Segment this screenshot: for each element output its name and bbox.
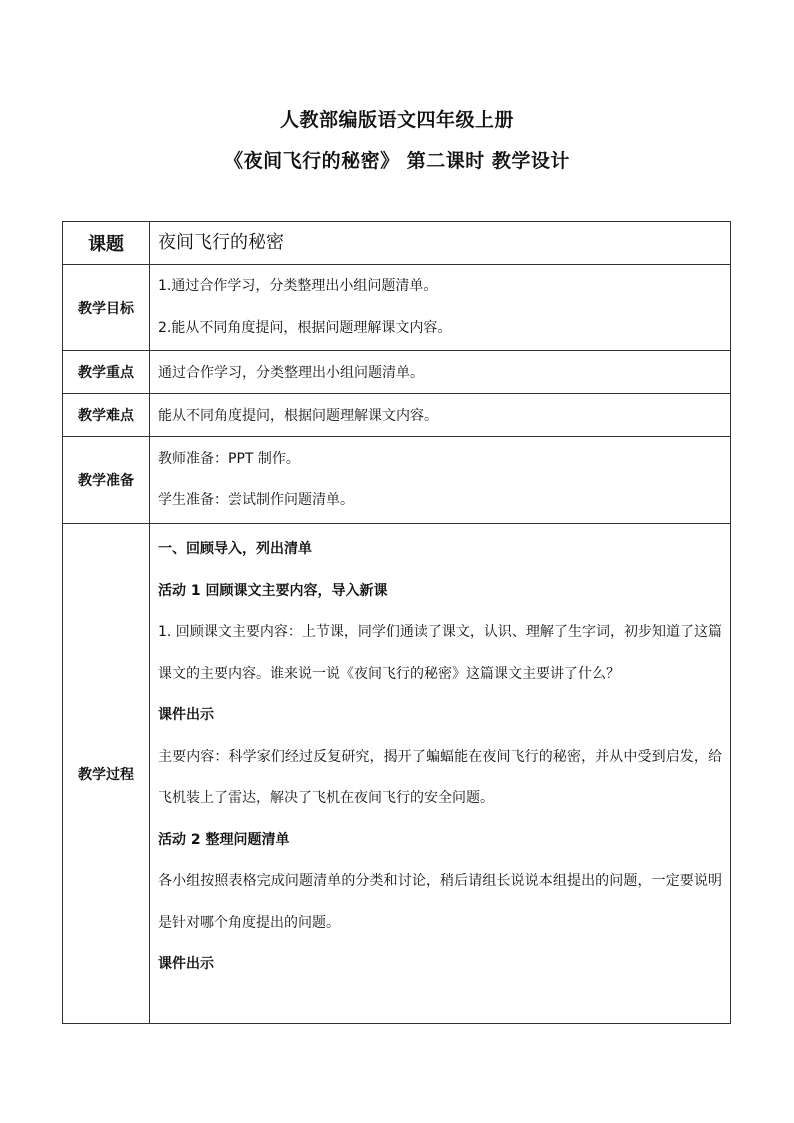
row-goals (63, 265, 731, 351)
label-key-points: 教学重点 (63, 351, 150, 394)
process-activity-2: 活动 2 整理问题清单 (158, 831, 290, 848)
label-preparation: 教学准备 (63, 437, 150, 524)
key-points-value: 通过合作学习，分类整理出小组问题清单。 (158, 365, 424, 381)
topic-value: 夜间飞行的秘密 (158, 232, 284, 253)
lesson-plan-table (62, 221, 731, 1024)
title-line-2: 《夜间飞行的秘密》 第二课时 教学设计 (224, 150, 570, 172)
process-step-1: 1. 回顾课文主要内容：上节课，同学们通读了课文，认识、理解了生字词，初步知道了这篇课文的主要内容。谁来说一说《夜间飞行的秘密》这篇课文主要讲了什么？ (158, 624, 722, 682)
goal-item-1: 1.通过合作学习，分类整理出小组问题清单。 (158, 278, 438, 294)
preparation-teacher: 教师准备：PPT 制作。 (158, 450, 300, 467)
process-section-1: 一、回顾导入，列出清单 (158, 541, 312, 557)
process-group-task: 各小组按照表格完成问题清单的分类和讨论，稍后请组长说说本组提出的问题，一定要说明是针对哪个角度提出的问题。 (158, 873, 722, 931)
cell-goals (150, 265, 731, 351)
row-preparation (63, 437, 731, 524)
row-process (63, 524, 731, 1024)
row-difficulties (63, 394, 731, 437)
cell-key-points (150, 351, 731, 394)
label-difficulties: 教学难点 (63, 394, 150, 437)
process-main-content: 主要内容：科学家们经过反复研究，揭开了蝙蝠能在夜间飞行的秘密，并从中受到启发，给飞机装上了雷达，解决了飞机在夜间飞行的安全问题。 (158, 748, 722, 806)
cell-difficulties (150, 394, 731, 437)
process-activity-1: 活动 1 回顾课文主要内容，导入新课 (158, 582, 388, 599)
label-process: 教学过程 (63, 524, 150, 1024)
row-topic (63, 222, 731, 265)
cell-preparation (150, 437, 731, 524)
process-courseware-2: 课件出示 (158, 956, 214, 972)
process-courseware-1: 课件出示 (158, 707, 214, 723)
row-key-points (63, 351, 731, 394)
preparation-student: 学生准备：尝试制作问题清单。 (158, 492, 354, 508)
label-goals: 教学目标 (63, 265, 150, 351)
cell-topic (150, 222, 731, 265)
cell-process (150, 524, 731, 1024)
document-title (0, 106, 794, 188)
difficulties-value: 能从不同角度提问，根据问题理解课文内容。 (158, 408, 438, 424)
title-line-1: 人教部编版语文四年级上册 (279, 109, 514, 131)
goal-item-2: 2.能从不同角度提问，根据问题理解课文内容。 (158, 319, 452, 336)
label-topic: 课题 (63, 222, 150, 265)
